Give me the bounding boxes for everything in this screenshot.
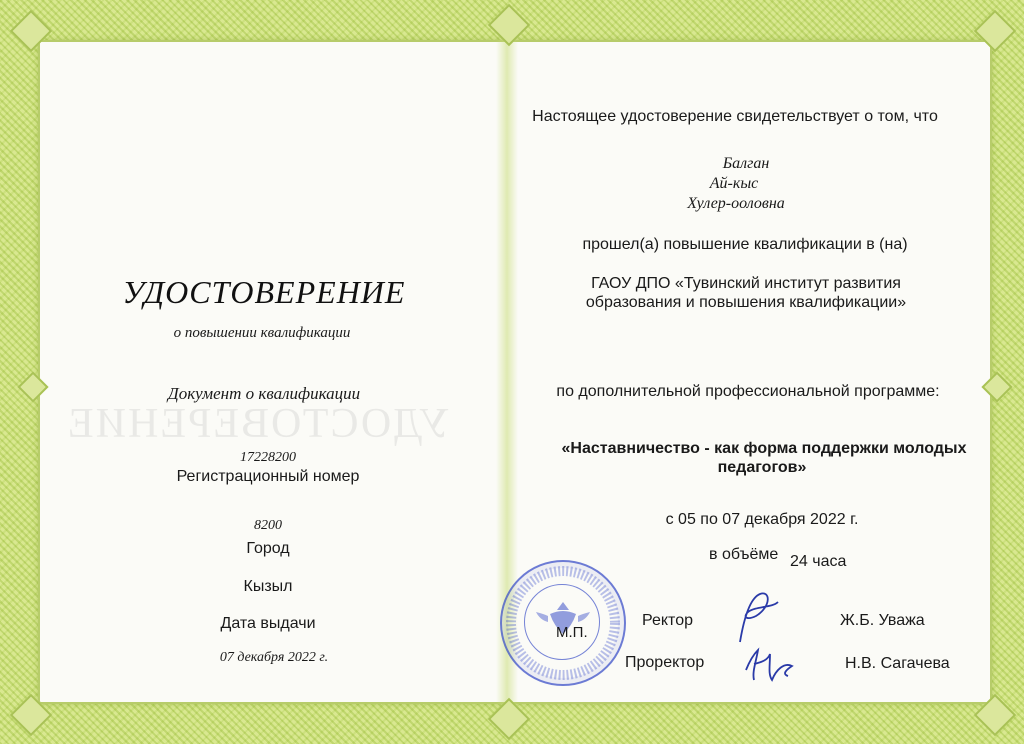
rector-label: Ректор bbox=[642, 612, 693, 629]
issue-date-value: 07 декабря 2022 г. bbox=[219, 650, 329, 665]
program-label: по дополнительной профессиональной программе: bbox=[556, 383, 940, 400]
fold-ornament-bottom bbox=[488, 698, 530, 740]
city-label: Город bbox=[246, 540, 290, 557]
seal-inner-ring bbox=[524, 584, 600, 660]
rector-name: Ж.Б. Уважа bbox=[840, 612, 925, 629]
holder-patronymic: Хулер-ооловна bbox=[687, 195, 785, 212]
institution-line-1: ГАОУ ДПО «Тувинский институт развития bbox=[591, 275, 901, 292]
registration-number-label: Регистрационный номер bbox=[176, 468, 360, 485]
completed-text: прошел(а) повышение квалификации в (на) bbox=[582, 236, 908, 253]
city-value: Кызыл bbox=[243, 578, 293, 595]
city-code: 8200 bbox=[254, 518, 282, 533]
prorector-label: Проректор bbox=[625, 654, 705, 671]
training-dates: с 05 по 07 декабря 2022 г. bbox=[665, 511, 859, 528]
program-title-line-2: педагогов» bbox=[717, 459, 807, 476]
holder-last-name: Балган bbox=[722, 155, 770, 172]
prorector-name: Н.В. Сагачева bbox=[845, 655, 950, 672]
document-type: Документ о квалификации bbox=[167, 384, 361, 403]
registration-number-value: 17228200 bbox=[240, 450, 296, 465]
program-title-line-1: «Наставничество - как форма поддержки молодых bbox=[561, 440, 967, 457]
prorector-signature bbox=[740, 640, 800, 688]
intro-text: Настоящее удостоверение свидетельствует о том, что bbox=[532, 108, 938, 125]
volume-label: в объёме bbox=[709, 546, 779, 563]
certificate-subtitle: о повышении квалификации bbox=[173, 325, 351, 341]
watermark-bleed bbox=[66, 400, 449, 448]
issue-date-label: Дата выдачи bbox=[220, 615, 316, 632]
certificate-title: УДОСТОВЕРЕНИЕ bbox=[122, 274, 406, 310]
volume-value: 24 часа bbox=[790, 553, 847, 570]
holder-first-name: Ай-кыс bbox=[709, 175, 759, 192]
seal-label: М.П. bbox=[556, 624, 588, 641]
institution-line-2: образования и повышения квалификации» bbox=[585, 294, 907, 311]
official-seal bbox=[500, 560, 626, 686]
rector-signature bbox=[726, 588, 786, 646]
watermark-text: УДОСТОВЕРЕНИЕ bbox=[66, 401, 450, 447]
